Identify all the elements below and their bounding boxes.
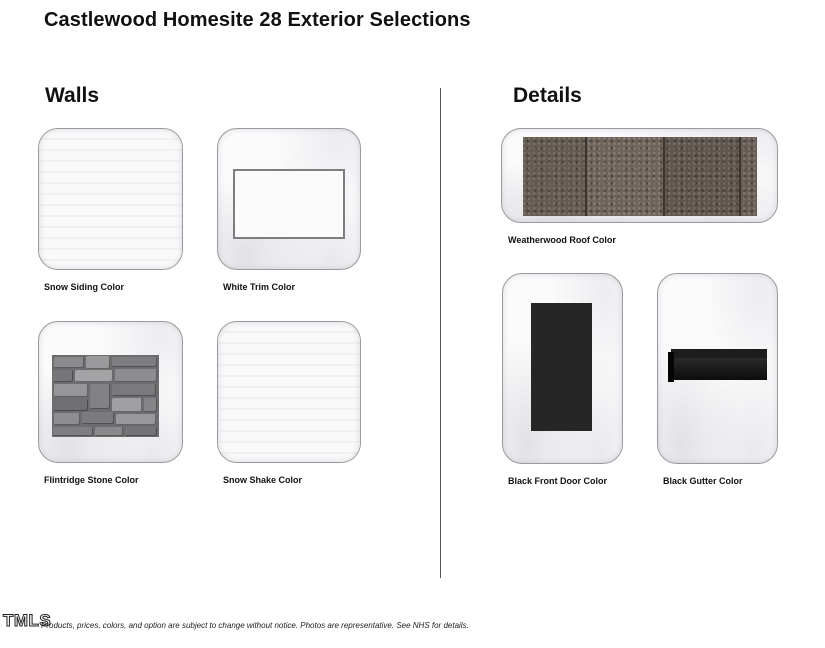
stone-block <box>54 413 80 425</box>
stone-block <box>112 384 156 396</box>
stone-block <box>53 370 73 382</box>
snow-shake-swatch <box>217 321 361 463</box>
stone-block <box>112 398 142 412</box>
stone-block <box>53 427 93 436</box>
shingle-tab <box>741 137 757 216</box>
flintridge-stone-sample <box>52 355 159 437</box>
stone-block <box>54 357 84 368</box>
details-heading: Details <box>513 84 582 107</box>
stone-block <box>125 427 157 436</box>
stone-block <box>54 384 88 397</box>
snow-siding-label: Snow Siding Color <box>44 282 124 292</box>
shingle-tab <box>587 137 665 216</box>
black-gutter-sample <box>671 358 767 380</box>
black-front-door-sample <box>531 303 592 431</box>
white-trim-label: White Trim Color <box>223 282 295 292</box>
snow-siding-swatch <box>38 128 183 270</box>
stone-block <box>90 384 110 409</box>
stone-block <box>116 414 156 425</box>
snow-shake-texture <box>218 322 360 462</box>
shingle-tab <box>665 137 741 216</box>
gutter-end-cap <box>668 352 674 382</box>
stone-block <box>75 370 113 382</box>
stone-block <box>82 412 114 424</box>
black-gutter-label: Black Gutter Color <box>663 476 743 486</box>
stone-block <box>144 398 157 412</box>
flintridge-stone-swatch <box>38 321 183 463</box>
stone-block <box>115 369 157 382</box>
stone-block <box>86 356 110 369</box>
black-front-door-swatch <box>502 273 623 464</box>
shingle-tab <box>523 137 587 216</box>
flintridge-stone-label: Flintridge Stone Color <box>44 475 139 485</box>
stone-block <box>112 357 157 367</box>
stone-block <box>95 427 123 436</box>
walls-heading: Walls <box>45 84 100 107</box>
black-front-door-label: Black Front Door Color <box>508 476 608 486</box>
stone-block <box>53 399 88 411</box>
page-title: Castlewood Homesite 28 Exterior Selections <box>44 9 471 31</box>
footer-disclaimer: Products, prices, colors, and option are subject to change without notice. Photos are representative. See NHS for details. <box>41 621 469 630</box>
black-gutter-swatch <box>657 273 778 464</box>
weatherwood-roof-label: Weatherwood Roof Color <box>508 235 616 245</box>
section-divider <box>440 88 441 578</box>
snow-shake-label: Snow Shake Color <box>223 475 303 485</box>
white-trim-swatch <box>217 128 361 270</box>
white-trim-sample <box>233 169 345 239</box>
snow-siding-texture <box>39 129 182 269</box>
mls-logo: TMLS <box>3 611 52 630</box>
weatherwood-roof-swatch <box>501 128 778 223</box>
weatherwood-roof-sample <box>523 137 757 216</box>
